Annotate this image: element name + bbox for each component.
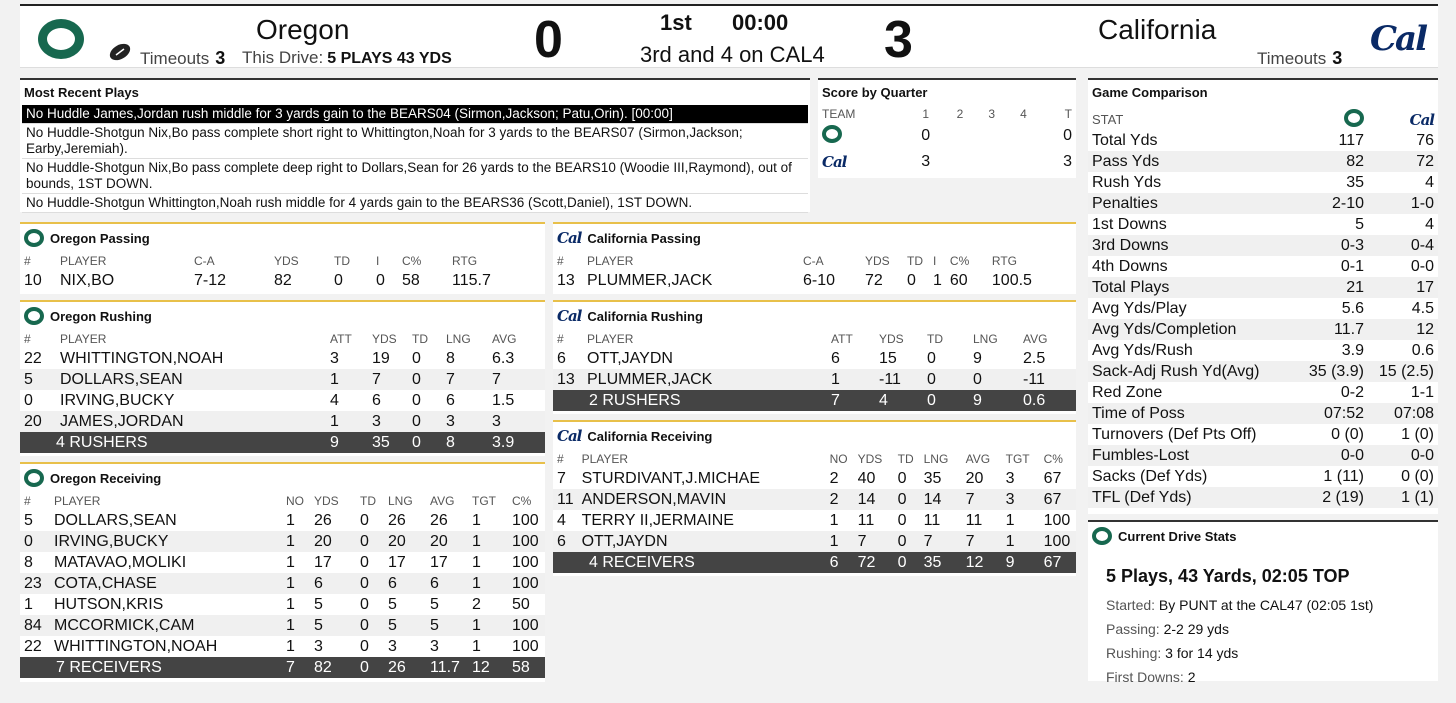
scoreboard-header	[20, 4, 1438, 68]
cal-logo: Cal	[1369, 19, 1426, 59]
oregon-logo-icon	[1092, 527, 1112, 545]
total-row: 4 RECEIVERS 6 72 0 35 12 9 67	[553, 552, 1076, 573]
cal-logo-icon: Cal	[1409, 110, 1434, 129]
cal-logo-icon: Cal	[557, 427, 582, 445]
quarter: 1st	[660, 10, 692, 35]
oregon-logo-icon	[822, 125, 842, 143]
panel-title: California Rushing	[587, 308, 703, 324]
oregon-logo-icon	[24, 229, 44, 247]
table-row: Cal 3 3	[822, 152, 1072, 171]
comparison-row: Turnovers (Def Pts Off) 0 (0) 1 (0)	[1092, 425, 1434, 443]
panel-title: Current Drive Stats	[1118, 528, 1237, 544]
drive-headline: 5 Plays, 43 Yards, 02:05 TOP	[1106, 566, 1350, 586]
cal-logo-icon: Cal	[822, 152, 847, 171]
home-team-name: Oregon	[256, 14, 350, 45]
comparison-row: 1st Downs 5 4	[1092, 215, 1434, 233]
oregon-logo-icon	[24, 469, 44, 487]
total-row: 7 RECEIVERS 7 82 0 26 11.7 12 58	[20, 657, 545, 678]
comparison-row: Sack-Adj Rush Yd(Avg) 35 (3.9) 15 (2.5)	[1088, 361, 1438, 382]
table-row: 13 PLUMMER,JACK 1 -11 0 0 -11	[553, 369, 1076, 390]
oregon-timeouts: Timeouts 3	[140, 48, 226, 68]
game-comparison-panel	[1088, 78, 1438, 514]
panel-title: Oregon Rushing	[50, 308, 152, 324]
comparison-row: TFL (Def Yds) 2 (19) 1 (1)	[1088, 487, 1438, 508]
cal-passing-table: # PLAYER C-A YDS TD I C% RTG 13 PLUMMER,JACK 6-10 72 0 1 60 100.5	[553, 252, 1076, 291]
table-row: 5 DOLLARS,SEAN 1 7 0 7 7	[20, 369, 545, 390]
cal-rushing-panel	[553, 300, 1076, 414]
table-row: 4 TERRY II,JERMAINE 1 11 0 11 11 1 100	[557, 511, 1071, 529]
drive-started: Started: By PUNT at the CAL47 (02:05 1st)	[1106, 597, 1374, 613]
away-score: 3	[884, 11, 913, 69]
cal-logo-icon: Cal	[557, 307, 582, 325]
play-item[interactable]: No Huddle-Shotgun Whittington,Noah rush middle for 4 yards gain to the BEARS36 (Scott,Daniel), 1ST DOWN.	[22, 194, 808, 213]
comparison-row: Total Yds 117 76	[1092, 131, 1434, 149]
comparison-table: STAT Cal Total Yds 117 76 Pass Yds 82 72 Rush Yds 35 4 Penalties 2-10 1-0 1st Downs 5 4 3rd Downs 0-3 0-4 4th Downs 0-1 0-0 Total Plays 21 17 Avg Yds/Play 5.6 4.5 Avg Yds/Completion 11.7 12 Avg Yds/Rush 3.9 0.6 Sack-Adj Rush Yd(Avg) 35 (3.9) 15 (2.5) Red Zone 0-2 1-1 Time of Poss 07:52 07:08 Turnovers (Def Pts Off) 0 (0) 1 (0) Fumbles-Lost 0-0 0-0 Sacks (Def Yds) 1 (11) 0 (0) TFL (Def Yds) 2 (19) 1 (1)	[1088, 109, 1438, 508]
table-row: 6 OTT,JAYDN 1 7 0 7 7 1 100	[553, 531, 1076, 552]
comparison-row: Red Zone 0-2 1-1	[1092, 383, 1434, 401]
cal-rushing-table: # PLAYER ATT YDS TD LNG AVG 6 OTT,JAYDN 6 15 0 9 2.5 13 PLUMMER,JACK 1 -11 0 0 -11 2 RUSHERS 7 4 0 9 0.6	[553, 330, 1076, 411]
game-clock: 00:00	[732, 10, 789, 35]
table-row: 6 OTT,JAYDN 6 15 0 9 2.5	[557, 349, 1046, 367]
table-row: 5 DOLLARS,SEAN 1 26 0 26 26 1 100	[24, 511, 539, 529]
comparison-row: 3rd Downs 0-3 0-4	[1088, 235, 1438, 256]
comparison-row: Penalties 2-10 1-0	[1088, 193, 1438, 214]
table-row: 8 MATAVAO,MOLIKI 1 17 0 17 17 1 100	[24, 553, 539, 571]
cal-passing-panel	[553, 222, 1076, 294]
oregon-logo	[30, 12, 92, 66]
table-row: 84 MCCORMICK,CAM 1 5 0 5 5 1 100	[20, 615, 545, 636]
recent-plays-panel	[20, 78, 810, 212]
panel-title: Game Comparison	[1092, 85, 1208, 100]
comparison-row: Pass Yds 82 72	[1088, 151, 1438, 172]
table-row: 0 IRVING,BUCKY 4 6 0 6 1.5	[24, 391, 515, 409]
table-row: 1 HUTSON,KRIS 1 5 0 5 5 2 50	[24, 595, 530, 613]
cal-logo-icon: Cal	[557, 229, 582, 247]
cal-receiving-panel	[553, 420, 1076, 576]
football-icon	[108, 42, 132, 62]
table-row: 13 PLUMMER,JACK 6-10 72 0 1 60 100.5	[557, 271, 1032, 289]
oregon-logo-icon	[1344, 109, 1364, 127]
oregon-logo-icon	[24, 307, 44, 325]
comparison-row: 4th Downs 0-1 0-0	[1092, 257, 1434, 275]
table-row: 22 WHITTINGTON,NOAH 1 3 0 3 3 1 100	[24, 637, 539, 655]
comparison-row: Rush Yds 35 4	[1092, 173, 1434, 191]
drive-rushing: Rushing: 3 for 14 yds	[1106, 645, 1239, 661]
table-row: 23 COTA,CHASE 1 6 0 6 6 1 100	[20, 573, 545, 594]
oregon-receiving-panel	[20, 462, 545, 682]
panel-title: Score by Quarter	[822, 85, 928, 100]
drive-passing: Passing: 2-2 29 yds	[1106, 621, 1229, 637]
play-item[interactable]: No Huddle James,Jordan rush middle for 3 yards gain to the BEARS04 (Sirmon,Jackson; Patu,Orin). [00:00]	[22, 105, 808, 124]
score-by-quarter-panel	[818, 78, 1076, 178]
panel-title: Oregon Receiving	[50, 470, 162, 486]
play-item[interactable]: No Huddle-Shotgun Nix,Bo pass complete deep right to Dollars,Sean for 26 yards to the BEARS10 (Woodie III,Raymond), out of bounds, 1ST DOWN.	[22, 159, 808, 194]
table-row: 0 0	[818, 123, 1076, 149]
cal-timeouts: Timeouts 3	[1257, 48, 1343, 68]
table-row: 22 WHITTINGTON,NOAH 3 19 0 8 6.3	[24, 349, 515, 367]
panel-title: California Passing	[587, 230, 701, 246]
table-row: 7 STURDIVANT,J.MICHAE 2 40 0 35 20 3 67	[557, 469, 1062, 487]
cal-receiving-table: # PLAYER NO YDS TD LNG AVG TGT C% 7 STURDIVANT,J.MICHAE 2 40 0 35 20 3 67 11 ANDERSON,MAVIN 2 14 0 14 7 3 67 4 TERRY II,JERMAINE 1 11 0 11 11 1 100 6 OTT,JAYDN 1 7 0 7 7 1 100 4 RECEIVERS 6 72 0 35 12 9 67	[553, 450, 1076, 573]
comparison-row: Avg Yds/Completion 11.7 12	[1088, 319, 1438, 340]
away-team-name: California	[1098, 14, 1217, 45]
table-row: 0 IRVING,BUCKY 1 20 0 20 20 1 100	[20, 531, 545, 552]
total-row: 4 RUSHERS 9 35 0 8 3.9	[20, 432, 545, 453]
total-row: 2 RUSHERS 7 4 0 9 0.6	[553, 390, 1076, 411]
comparison-row: Total Plays 21 17	[1088, 277, 1438, 298]
quarter-table: TEAM 1 2 3 4 T 0 0 Cal 3 3	[818, 105, 1076, 175]
comparison-row: Time of Poss 07:52 07:08	[1088, 403, 1438, 424]
comparison-row: Avg Yds/Play 5.6 4.5	[1092, 299, 1434, 317]
home-score: 0	[534, 11, 563, 69]
oregon-passing-panel	[20, 222, 545, 294]
drive-first-downs: First Downs: 2	[1106, 669, 1196, 685]
panel-title: California Receiving	[587, 428, 713, 444]
panel-title: Most Recent Plays	[24, 85, 139, 100]
comparison-row: Sacks (Def Yds) 1 (11) 0 (0)	[1092, 467, 1434, 485]
comparison-row: Avg Yds/Rush 3.9 0.6	[1092, 341, 1434, 359]
current-drive-panel	[1088, 520, 1438, 685]
comparison-row: Fumbles-Lost 0-0 0-0	[1088, 445, 1438, 466]
oregon-receiving-table: # PLAYER NO YDS TD LNG AVG TGT C% 5 DOLLARS,SEAN 1 26 0 26 26 1 100 0 IRVING,BUCKY 1 20 0 20 20 1 100 8 MATAVAO,MOLIKI 1 17 0 17 17 1 100 23 COTA,CHASE 1 6 0 6 6 1 100 1 HUTSON,KRIS 1 5 0 5 5 2 50 84 MCCORMICK,CAM 1 5 0 5 5 1 100 22 WHITTINGTON,NOAH 1 3 0 3 3 1 100 7 RECEIVERS 7 82 0 26 11.7 12 58	[20, 492, 545, 678]
oregon-rushing-table: # PLAYER ATT YDS TD LNG AVG 22 WHITTINGTON,NOAH 3 19 0 8 6.3 5 DOLLARS,SEAN 1 7 0 7 7 0 IRVING,BUCKY 4 6 0 6 1.5 20 JAMES,JORDAN 1 3 0 3 3 4 RUSHERS 9 35 0 8 3.9	[20, 330, 545, 453]
table-row: 20 JAMES,JORDAN 1 3 0 3 3	[20, 411, 545, 432]
table-row: 10 NIX,BO 7-12 82 0 0 58 115.7	[24, 271, 491, 289]
oregon-rushing-panel	[20, 300, 545, 456]
play-item[interactable]: No Huddle-Shotgun Nix,Bo pass complete short right to Whittington,Noah for 3 yards to the BEARS07 (Sirmon,Jackson; Earby,Jeremiah).	[22, 124, 808, 159]
panel-title: Oregon Passing	[50, 230, 150, 246]
down-distance: 3rd and 4 on CAL4	[640, 42, 825, 67]
oregon-passing-table: # PLAYER C-A YDS TD I C% RTG 10 NIX,BO 7-12 82 0 0 58 115.7	[20, 252, 545, 291]
this-drive: This Drive: 5 PLAYS 43 YDS	[242, 48, 452, 67]
table-row: 11 ANDERSON,MAVIN 2 14 0 14 7 3 67	[553, 489, 1076, 510]
